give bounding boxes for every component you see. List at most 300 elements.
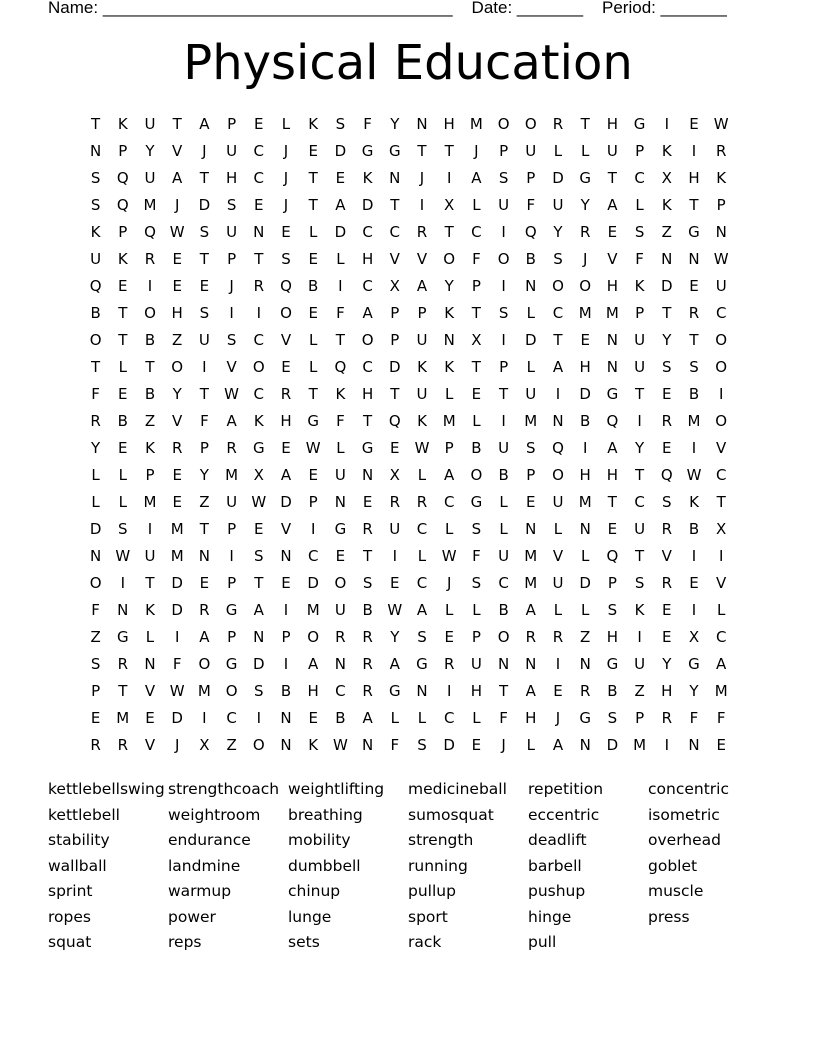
grid-letter: O	[144, 304, 156, 322]
grid-letter: O	[89, 331, 102, 349]
grid-letter: R	[362, 628, 373, 646]
grid-letter: L	[91, 493, 100, 511]
period-label: Period:	[602, 0, 656, 17]
grid-letter: T	[635, 385, 645, 403]
grid-letter: D	[443, 736, 455, 754]
word-list-item: repetition	[528, 780, 604, 798]
grid-letter: A	[199, 628, 210, 646]
name-label: Name:	[48, 0, 99, 17]
grid-letter: O	[715, 331, 728, 349]
grid-letter: R	[661, 412, 672, 430]
grid-letter: T	[363, 412, 373, 430]
grid-letter: P	[471, 277, 481, 295]
grid-letter: I	[419, 196, 425, 214]
word-list-item: running	[408, 856, 468, 875]
grid-letter: Z	[580, 628, 591, 646]
grid-letter: Y	[553, 223, 563, 241]
grid-letter: E	[308, 304, 318, 322]
grid-letter: L	[336, 250, 345, 268]
grid-letter: M	[578, 304, 592, 322]
grid-letter: T	[308, 196, 318, 214]
grid-letter: U	[498, 196, 510, 214]
grid-letter: L	[417, 547, 427, 565]
word-list-item: press	[648, 907, 690, 926]
grid-letter: P	[227, 520, 237, 538]
grid-letter: X	[444, 196, 455, 214]
grid-letter: Y	[662, 331, 672, 349]
grid-letter: J	[582, 250, 588, 268]
grid-letter: P	[526, 466, 536, 484]
grid-letter: Z	[144, 412, 156, 430]
grid-letter: W	[441, 547, 457, 565]
grid-letter: E	[118, 385, 128, 403]
grid-letter: N	[661, 250, 673, 268]
grid-letter: O	[497, 250, 510, 268]
grid-letter: I	[256, 709, 261, 727]
grid-letter: U	[416, 385, 428, 403]
grid-letter: D	[171, 574, 183, 592]
word-list-item: weightlifting	[288, 780, 385, 798]
grid-letter: J	[283, 169, 289, 187]
grid-letter: P	[390, 331, 400, 349]
grid-letter: P	[607, 574, 617, 592]
grid-row	[82, 705, 735, 732]
grid-letter: F	[91, 385, 100, 403]
grid-letter: W	[251, 493, 267, 511]
grid-letter: Q	[144, 223, 156, 241]
word-list-item: ropes	[48, 907, 91, 926]
grid-letter: R	[171, 439, 183, 457]
grid-letter: I	[691, 142, 697, 160]
grid-letter: Q	[524, 223, 537, 241]
grid-letter: N	[389, 169, 401, 187]
grid-letter: B	[362, 601, 373, 619]
grid-letter: U	[144, 547, 156, 565]
grid-letter: H	[606, 115, 619, 133]
grid-letter: C	[362, 277, 373, 295]
grid-letter: A	[525, 682, 536, 700]
grid-letter: I	[691, 439, 697, 457]
grid-letter: I	[637, 412, 642, 430]
grid-letter: R	[661, 709, 672, 727]
grid-letter: H	[525, 709, 537, 727]
grid-letter: U	[416, 331, 428, 349]
grid-letter: M	[197, 682, 211, 700]
grid-row	[82, 570, 735, 597]
grid-letter: H	[361, 385, 374, 403]
grid-letter: M	[143, 196, 157, 214]
grid-letter: Y	[444, 277, 454, 295]
grid-letter: K	[308, 736, 319, 754]
grid-letter: Y	[172, 385, 182, 403]
grid-letter: M	[116, 709, 130, 727]
grid-letter: G	[606, 655, 619, 673]
grid-letter: E	[308, 142, 318, 160]
grid-letter: S	[254, 547, 264, 565]
grid-letter: U	[552, 196, 564, 214]
grid-letter: I	[555, 655, 561, 673]
grid-letter: I	[147, 277, 153, 295]
grid-letter: R	[362, 655, 373, 673]
grid-letter: U	[470, 655, 482, 673]
grid-row	[82, 246, 735, 273]
grid-letter: T	[308, 385, 318, 403]
grid-letter: R	[416, 223, 428, 241]
grid-letter: T	[662, 304, 672, 322]
grid-letter: C	[416, 520, 428, 538]
grid-letter: I	[691, 601, 697, 619]
grid-letter: W	[305, 439, 321, 457]
word-list-item: isometric	[648, 805, 720, 824]
grid-letter: T	[390, 196, 400, 214]
grid-letter: O	[524, 115, 537, 133]
grid-letter: I	[501, 223, 506, 241]
grid-letter: Q	[606, 412, 619, 430]
grid-letter: F	[336, 304, 345, 322]
grid-letter: R	[443, 655, 455, 673]
grid-letter: P	[417, 304, 427, 322]
grid-letter: C	[335, 682, 346, 700]
grid-letter: L	[118, 358, 127, 376]
word-list-item: wallball	[48, 856, 107, 875]
grid-letter: Q	[116, 196, 129, 214]
grid-letter: V	[280, 520, 292, 538]
grid-letter: L	[445, 601, 454, 619]
grid-letter: H	[606, 628, 619, 646]
grid-letter: L	[526, 736, 535, 754]
grid-letter: P	[390, 304, 400, 322]
grid-letter: A	[226, 412, 237, 430]
grid-letter: O	[252, 358, 265, 376]
grid-letter: T	[91, 115, 101, 133]
grid-letter: T	[553, 331, 563, 349]
grid-letter: J	[174, 196, 180, 214]
grid-letter: S	[226, 331, 237, 349]
grid-letter: M	[633, 736, 647, 754]
grid-letter: B	[335, 709, 346, 727]
grid-letter: K	[634, 277, 645, 295]
grid-letter: D	[89, 520, 102, 538]
grid-letter: V	[661, 547, 672, 565]
grid-letter: G	[225, 655, 238, 673]
grid-letter: S	[226, 196, 237, 214]
grid-row	[82, 408, 735, 435]
grid-letter: N	[89, 142, 102, 160]
grid-letter: A	[716, 655, 727, 673]
grid-letter: X	[661, 169, 672, 187]
grid-letter: T	[118, 331, 128, 349]
grid-letter: C	[552, 304, 564, 322]
grid-row	[82, 300, 735, 327]
word-list-item: deadlift	[528, 831, 587, 849]
grid-row	[82, 192, 735, 219]
grid-letter: P	[227, 250, 237, 268]
grid-letter: T	[308, 169, 318, 187]
grid-letter: T	[607, 493, 617, 511]
grid-letter: I	[120, 574, 125, 592]
grid-letter: U	[389, 520, 401, 538]
grid-letter: E	[254, 520, 264, 538]
grid-letter: U	[226, 142, 238, 160]
grid-letter: W	[686, 466, 702, 484]
grid-letter: N	[525, 277, 537, 295]
word-list-item: sport	[408, 907, 448, 926]
grid-letter: N	[688, 250, 700, 268]
grid-letter: O	[443, 250, 456, 268]
grid-letter: M	[578, 493, 592, 511]
grid-letter: E	[444, 628, 454, 646]
grid-letter: B	[688, 385, 700, 403]
grid-letter: D	[280, 493, 292, 511]
grid-letter: L	[309, 223, 318, 241]
grid-letter: A	[253, 601, 264, 619]
grid-letter: V	[172, 142, 183, 160]
grid-letter: M	[605, 304, 619, 322]
grid-letter: K	[308, 115, 319, 133]
grid-letter: G	[116, 628, 129, 646]
grid-letter: M	[524, 574, 538, 592]
grid-letter: E	[308, 466, 318, 484]
grid-letter: P	[118, 223, 128, 241]
grid-letter: R	[389, 493, 400, 511]
grid-letter: L	[390, 709, 399, 727]
grid-letter: P	[716, 196, 726, 214]
grid-letter: E	[308, 250, 318, 268]
grid-letter: R	[661, 520, 672, 538]
grid-letter: Y	[390, 115, 400, 133]
grid-letter: I	[283, 601, 289, 619]
grid-letter: P	[635, 709, 645, 727]
grid-letter: O	[334, 574, 347, 592]
grid-letter: C	[253, 142, 265, 160]
grid-letter: N	[525, 655, 537, 673]
grid-row	[82, 678, 735, 705]
grid-letter: U	[498, 439, 510, 457]
grid-letter: R	[117, 736, 128, 754]
grid-letter: C	[443, 493, 455, 511]
word-list-item: stability	[48, 831, 110, 849]
grid-letter: A	[280, 466, 292, 484]
grid-letter: I	[147, 520, 153, 538]
grid-letter: T	[499, 385, 509, 403]
grid-letter: L	[526, 304, 535, 322]
word-list-item: mobility	[288, 831, 351, 849]
word-list-item: lunge	[288, 907, 332, 926]
word-list-item: strengthcoach	[168, 780, 280, 798]
grid-letter: M	[143, 493, 157, 511]
grid-letter: V	[607, 250, 618, 268]
grid-letter: R	[362, 520, 373, 538]
grid-letter: E	[172, 493, 182, 511]
grid-letter: J	[229, 277, 234, 295]
grid-letter: L	[553, 142, 563, 160]
grid-letter: N	[579, 736, 591, 754]
grid-letter: S	[90, 169, 101, 187]
grid-letter: I	[202, 709, 207, 727]
grid-letter: J	[283, 142, 289, 160]
grid-letter: K	[444, 358, 455, 376]
grid-letter: U	[334, 601, 346, 619]
grid-letter: V	[144, 736, 156, 754]
word-list-item: muscle	[648, 882, 704, 900]
grid-letter: R	[715, 142, 727, 160]
grid-letter: E	[553, 682, 563, 700]
grid-letter: U	[606, 142, 618, 160]
grid-letter: O	[198, 655, 211, 673]
grid-letter: G	[688, 655, 700, 673]
grid-row	[82, 327, 735, 354]
grid-letter: F	[363, 115, 372, 133]
grid-letter: I	[174, 628, 180, 646]
grid-letter: F	[390, 736, 400, 754]
grid-letter: A	[389, 655, 400, 673]
grid-letter: N	[89, 547, 102, 565]
grid-letter: R	[362, 682, 373, 700]
grid-letter: A	[199, 115, 210, 133]
word-list-item: hinge	[528, 907, 572, 926]
grid-letter: G	[579, 709, 591, 727]
grid-letter: R	[253, 277, 264, 295]
grid-letter: R	[90, 736, 101, 754]
grid-letter: N	[280, 736, 292, 754]
grid-letter: S	[471, 574, 482, 592]
grid-letter: A	[607, 439, 618, 457]
grid-letter: B	[471, 439, 482, 457]
grid-letter: Z	[172, 331, 183, 349]
grid-letter: A	[416, 277, 428, 295]
grid-letter: I	[283, 655, 289, 673]
grid-letter: D	[661, 277, 673, 295]
grid-letter: P	[118, 142, 128, 160]
grid-letter: K	[145, 601, 155, 619]
grid-letter: L	[309, 358, 318, 376]
grid-letter: E	[172, 277, 182, 295]
grid-letter: E	[471, 385, 482, 403]
grid-letter: J	[283, 196, 289, 214]
grid-letter: S	[553, 250, 563, 268]
grid-letter: G	[388, 142, 401, 160]
grid-letter: E	[471, 736, 482, 754]
grid-letter: B	[688, 520, 700, 538]
word-list-item: rack	[408, 933, 442, 951]
grid-letter: L	[472, 196, 481, 214]
grid-letter: T	[118, 682, 128, 700]
grid-letter: L	[472, 709, 481, 727]
grid-letter: E	[362, 493, 373, 511]
word-list-item: sprint	[48, 882, 93, 900]
grid-letter: B	[580, 412, 591, 430]
grid-letter: U	[90, 250, 102, 268]
grid-row	[82, 624, 735, 651]
grid-letter: J	[202, 142, 207, 160]
grid-letter: D	[253, 655, 265, 673]
grid-letter: K	[444, 304, 455, 322]
grid-letter: S	[634, 223, 645, 241]
grid-letter: S	[254, 682, 264, 700]
grid-letter: T	[363, 547, 373, 565]
grid-letter: Q	[388, 412, 401, 430]
grid-letter: F	[635, 250, 644, 268]
grid-letter: A	[335, 196, 346, 214]
grid-row	[82, 273, 735, 300]
grid-letter: T	[118, 304, 128, 322]
grid-letter: N	[579, 520, 591, 538]
grid-letter: E	[90, 709, 101, 727]
grid-letter: I	[718, 385, 724, 403]
grid-letter: E	[526, 493, 536, 511]
grid-letter: G	[470, 493, 483, 511]
grid-letter: I	[338, 277, 343, 295]
grid-letter: N	[280, 547, 292, 565]
grid-letter: E	[662, 628, 672, 646]
grid-letter: V	[226, 358, 237, 376]
grid-letter: J	[501, 736, 506, 754]
grid-letter: F	[499, 709, 508, 727]
grid-letter: W	[713, 115, 729, 133]
grid-letter: C	[634, 169, 645, 187]
word-list-item: goblet	[648, 856, 698, 875]
grid-letter: R	[416, 493, 428, 511]
grid-letter: Q	[116, 169, 129, 187]
grid-letter: B	[308, 277, 319, 295]
grid-letter: E	[118, 439, 128, 457]
grid-letter: K	[661, 142, 672, 160]
grid-letter: S	[498, 169, 509, 187]
grid-letter: U	[552, 493, 564, 511]
grid-letter: U	[552, 574, 564, 592]
grid-letter: T	[471, 304, 481, 322]
grid-letter: L	[581, 601, 590, 619]
grid-letter: X	[389, 466, 400, 484]
grid-letter: D	[334, 142, 347, 160]
grid-letter: N	[606, 331, 618, 349]
grid-letter: K	[417, 358, 427, 376]
grid-letter: N	[606, 358, 618, 376]
grid-row	[82, 651, 735, 678]
grid-letter: S	[526, 439, 536, 457]
grid-letter: B	[144, 385, 156, 403]
grid-letter: T	[199, 520, 209, 538]
grid-letter: N	[416, 115, 428, 133]
grid-letter: N	[497, 655, 510, 673]
grid-letter: C	[362, 223, 373, 241]
grid-letter: V	[172, 412, 183, 430]
word-list-item: pullup	[408, 882, 456, 900]
grid-letter: U	[226, 493, 238, 511]
grid-letter: E	[662, 601, 672, 619]
grid-row	[82, 543, 735, 570]
grid-letter: T	[91, 358, 101, 376]
grid-letter: N	[416, 682, 428, 700]
grid-letter: H	[361, 250, 374, 268]
grid-letter: D	[606, 736, 619, 754]
grid-letter: P	[227, 115, 237, 133]
grid-letter: R	[199, 601, 210, 619]
grid-letter: A	[444, 466, 455, 484]
grid-letter: O	[497, 115, 510, 133]
grid-letter: O	[171, 358, 184, 376]
grid-letter: L	[581, 547, 590, 565]
grid-letter: K	[145, 439, 155, 457]
grid-letter: A	[607, 196, 618, 214]
grid-letter: E	[118, 277, 128, 295]
grid-letter: I	[582, 439, 588, 457]
grid-letter: T	[499, 682, 509, 700]
grid-letter: U	[715, 277, 727, 295]
grid-letter: K	[417, 412, 427, 430]
grid-letter: R	[661, 574, 672, 592]
grid-letter: D	[552, 169, 564, 187]
